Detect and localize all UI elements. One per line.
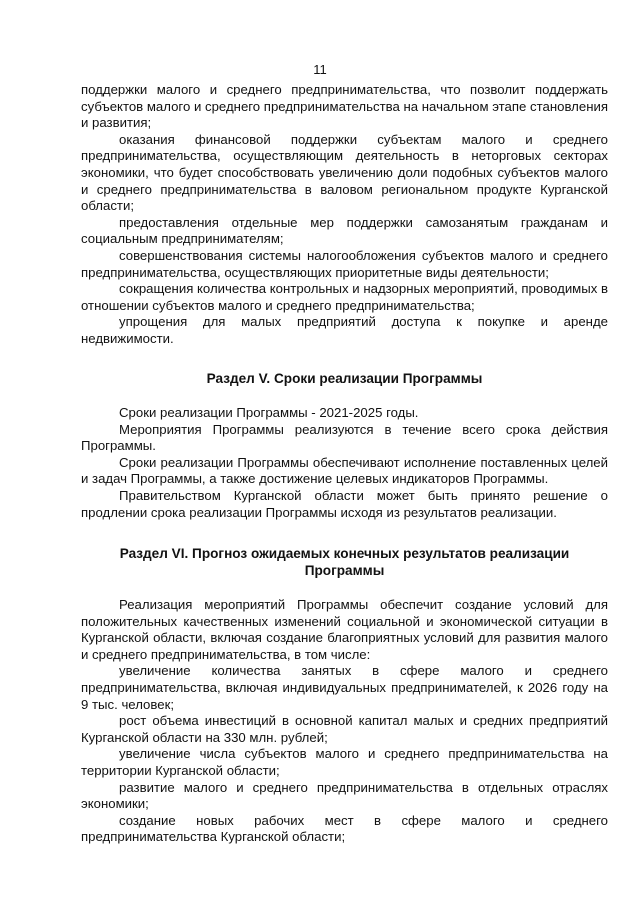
top-paragraphs xyxy=(81,82,608,348)
paragraph: сокращения количества контрольных и надзорных мероприятий, проводимых в отношении субъектов малого и среднего предпринимательства; xyxy=(81,281,608,313)
paragraph-continuation: поддержки малого и среднего предпринимательства, что позволит поддержать субъектов малого и среднего предпринимательства на начальном этапе становления и развития; xyxy=(81,82,608,131)
paragraph: упрощения для малых предприятий доступа к покупке и аренде недвижимости. xyxy=(81,314,608,346)
paragraph: оказания финансовой поддержки субъектам малого и среднего предпринимательства, осуществляющим деятельность в неторговых секторах экономики, что будет способствовать увеличению доли подобных субъектов малого и среднего предпринимательства в валовом региональном продукте Курганской области; xyxy=(81,131,608,214)
paragraph: Правительством Курганской области может быть принято решение о продлении срока реализации Программы исходя из результатов реализации. xyxy=(81,487,608,520)
paragraph: увеличение числа субъектов малого и среднего предпринимательства на территории Курганской области; xyxy=(81,746,608,778)
section-vi-heading-line1: Раздел VI. Прогноз ожидаемых конечных результатов реализации xyxy=(119,546,570,561)
paragraph: Сроки реализации Программы - 2021-2025 годы. xyxy=(119,405,419,420)
section-v-heading-block xyxy=(81,371,608,388)
paragraph: предоставления отдельные мер поддержки самозанятым гражданам и социальным предпринимателям; xyxy=(81,214,608,247)
section-v-heading: Раздел V. Сроки реализации Программы xyxy=(206,371,483,386)
paragraph: совершенствования системы налогообложения субъектов малого и среднего предпринимательства, осуществляющих приоритетные виды деятельности; xyxy=(81,247,608,280)
section-vi-heading-line2: Программы xyxy=(304,562,385,578)
paragraph: создание новых рабочих мест в сфере малого и среднего предпринимательства Курганской области; xyxy=(81,812,608,845)
paragraph: Мероприятия Программы реализуются в течение всего срока действия Программы. xyxy=(81,421,608,454)
paragraph: Сроки реализации Программы обеспечивают исполнение поставленных целей и задач Программы, а также достижение целевых индикаторов Программы. xyxy=(81,454,608,487)
section-vi-heading-block xyxy=(81,546,608,579)
paragraph: развитие малого и среднего предпринимательства в отдельных отраслях экономики; xyxy=(81,779,608,812)
page-number: 11 xyxy=(313,62,327,77)
section-v-body xyxy=(81,405,608,521)
section-vi-body xyxy=(81,597,608,846)
paragraph: увеличение количества занятых в сфере малого и среднего предпринимательства, включая индивидуальных предпринимателей, к 2026 году на 9 тыс. человек; xyxy=(81,663,608,712)
paragraph: Реализация мероприятий Программы обеспечит создание условий для положительных качественных изменений социальной и экономической ситуации в Курганской области, включая создание благоприятных условий для развития малого и среднего предпринимательства, в том числе: xyxy=(81,597,608,662)
paragraph: рост объема инвестиций в основной капитал малых и средних предприятий Курганской области на 330 млн. рублей; xyxy=(81,713,608,745)
